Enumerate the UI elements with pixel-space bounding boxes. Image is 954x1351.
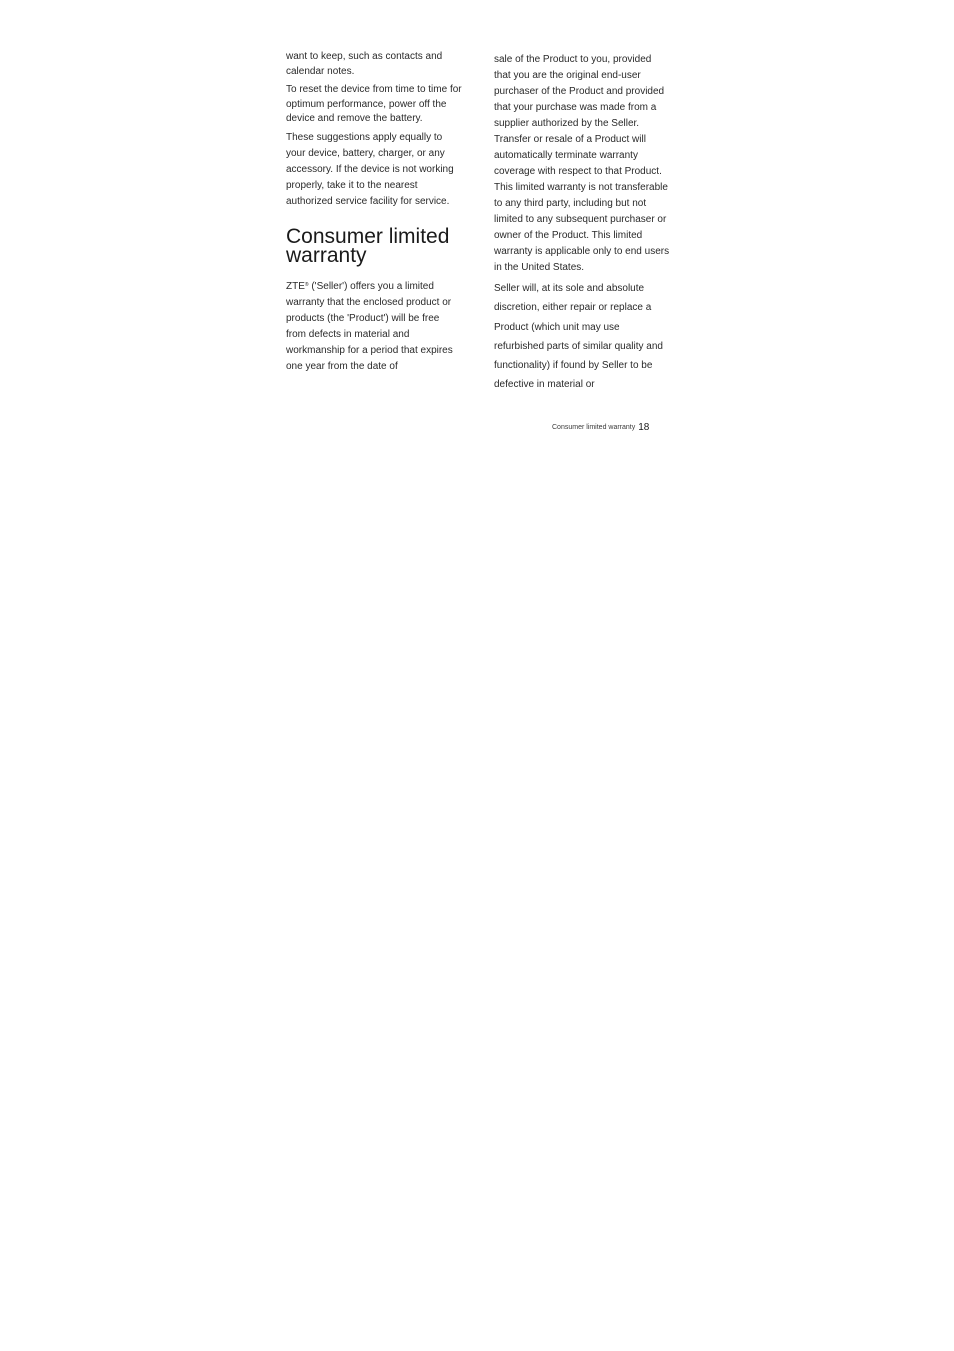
paragraph-suggestions: These suggestions apply equally to your device, battery, charger, or any accessory. If the device is not working properly, take it to the nearest authorized service facility for service. — [286, 131, 454, 207]
registered-mark: ® — [304, 281, 309, 288]
section-heading: Consumer limited warranty — [286, 224, 450, 267]
left-column — [286, 50, 462, 375]
brand-name: ZTE — [286, 280, 305, 292]
paragraph-reset-device: To reset the device from time to time for optimum performance, power off the device and remove the battery. — [286, 84, 462, 124]
right-column — [494, 52, 670, 395]
footer-section-title: Consumer limited warranty — [552, 424, 636, 431]
paragraph-warranty-intro — [286, 279, 462, 375]
paragraph-warranty-terms: sale of the Product to you, provided that you are the original end-user purchaser of the Product and provided that your purchase was made from a supplier authorized by the Seller. Transfer or resale of a Product will automatically terminate warranty coverage with respect to that Product. This limited warranty is not transferable to any third party, including but not limited to any subsequent purchaser or owner of the Product. This limited warranty is applicable only to end users in the United States. — [494, 54, 670, 273]
paragraph-repair-replace: Seller will, at its sole and absolute discretion, either repair or replace a Product (which unit may use refurbished parts of similar quality and functionality) if found by Seller to be defective in material or — [494, 283, 663, 391]
paragraph-backup-note: want to keep, such as contacts and calendar notes. — [286, 51, 443, 77]
page-number: 18 — [638, 422, 650, 433]
warranty-intro-text: ('Seller') offers you a limited warranty that the enclosed product or products (the 'Product') will be free from defects in material and workmanship for a period that expires one year from the date of — [286, 280, 453, 372]
page-footer — [552, 421, 670, 432]
